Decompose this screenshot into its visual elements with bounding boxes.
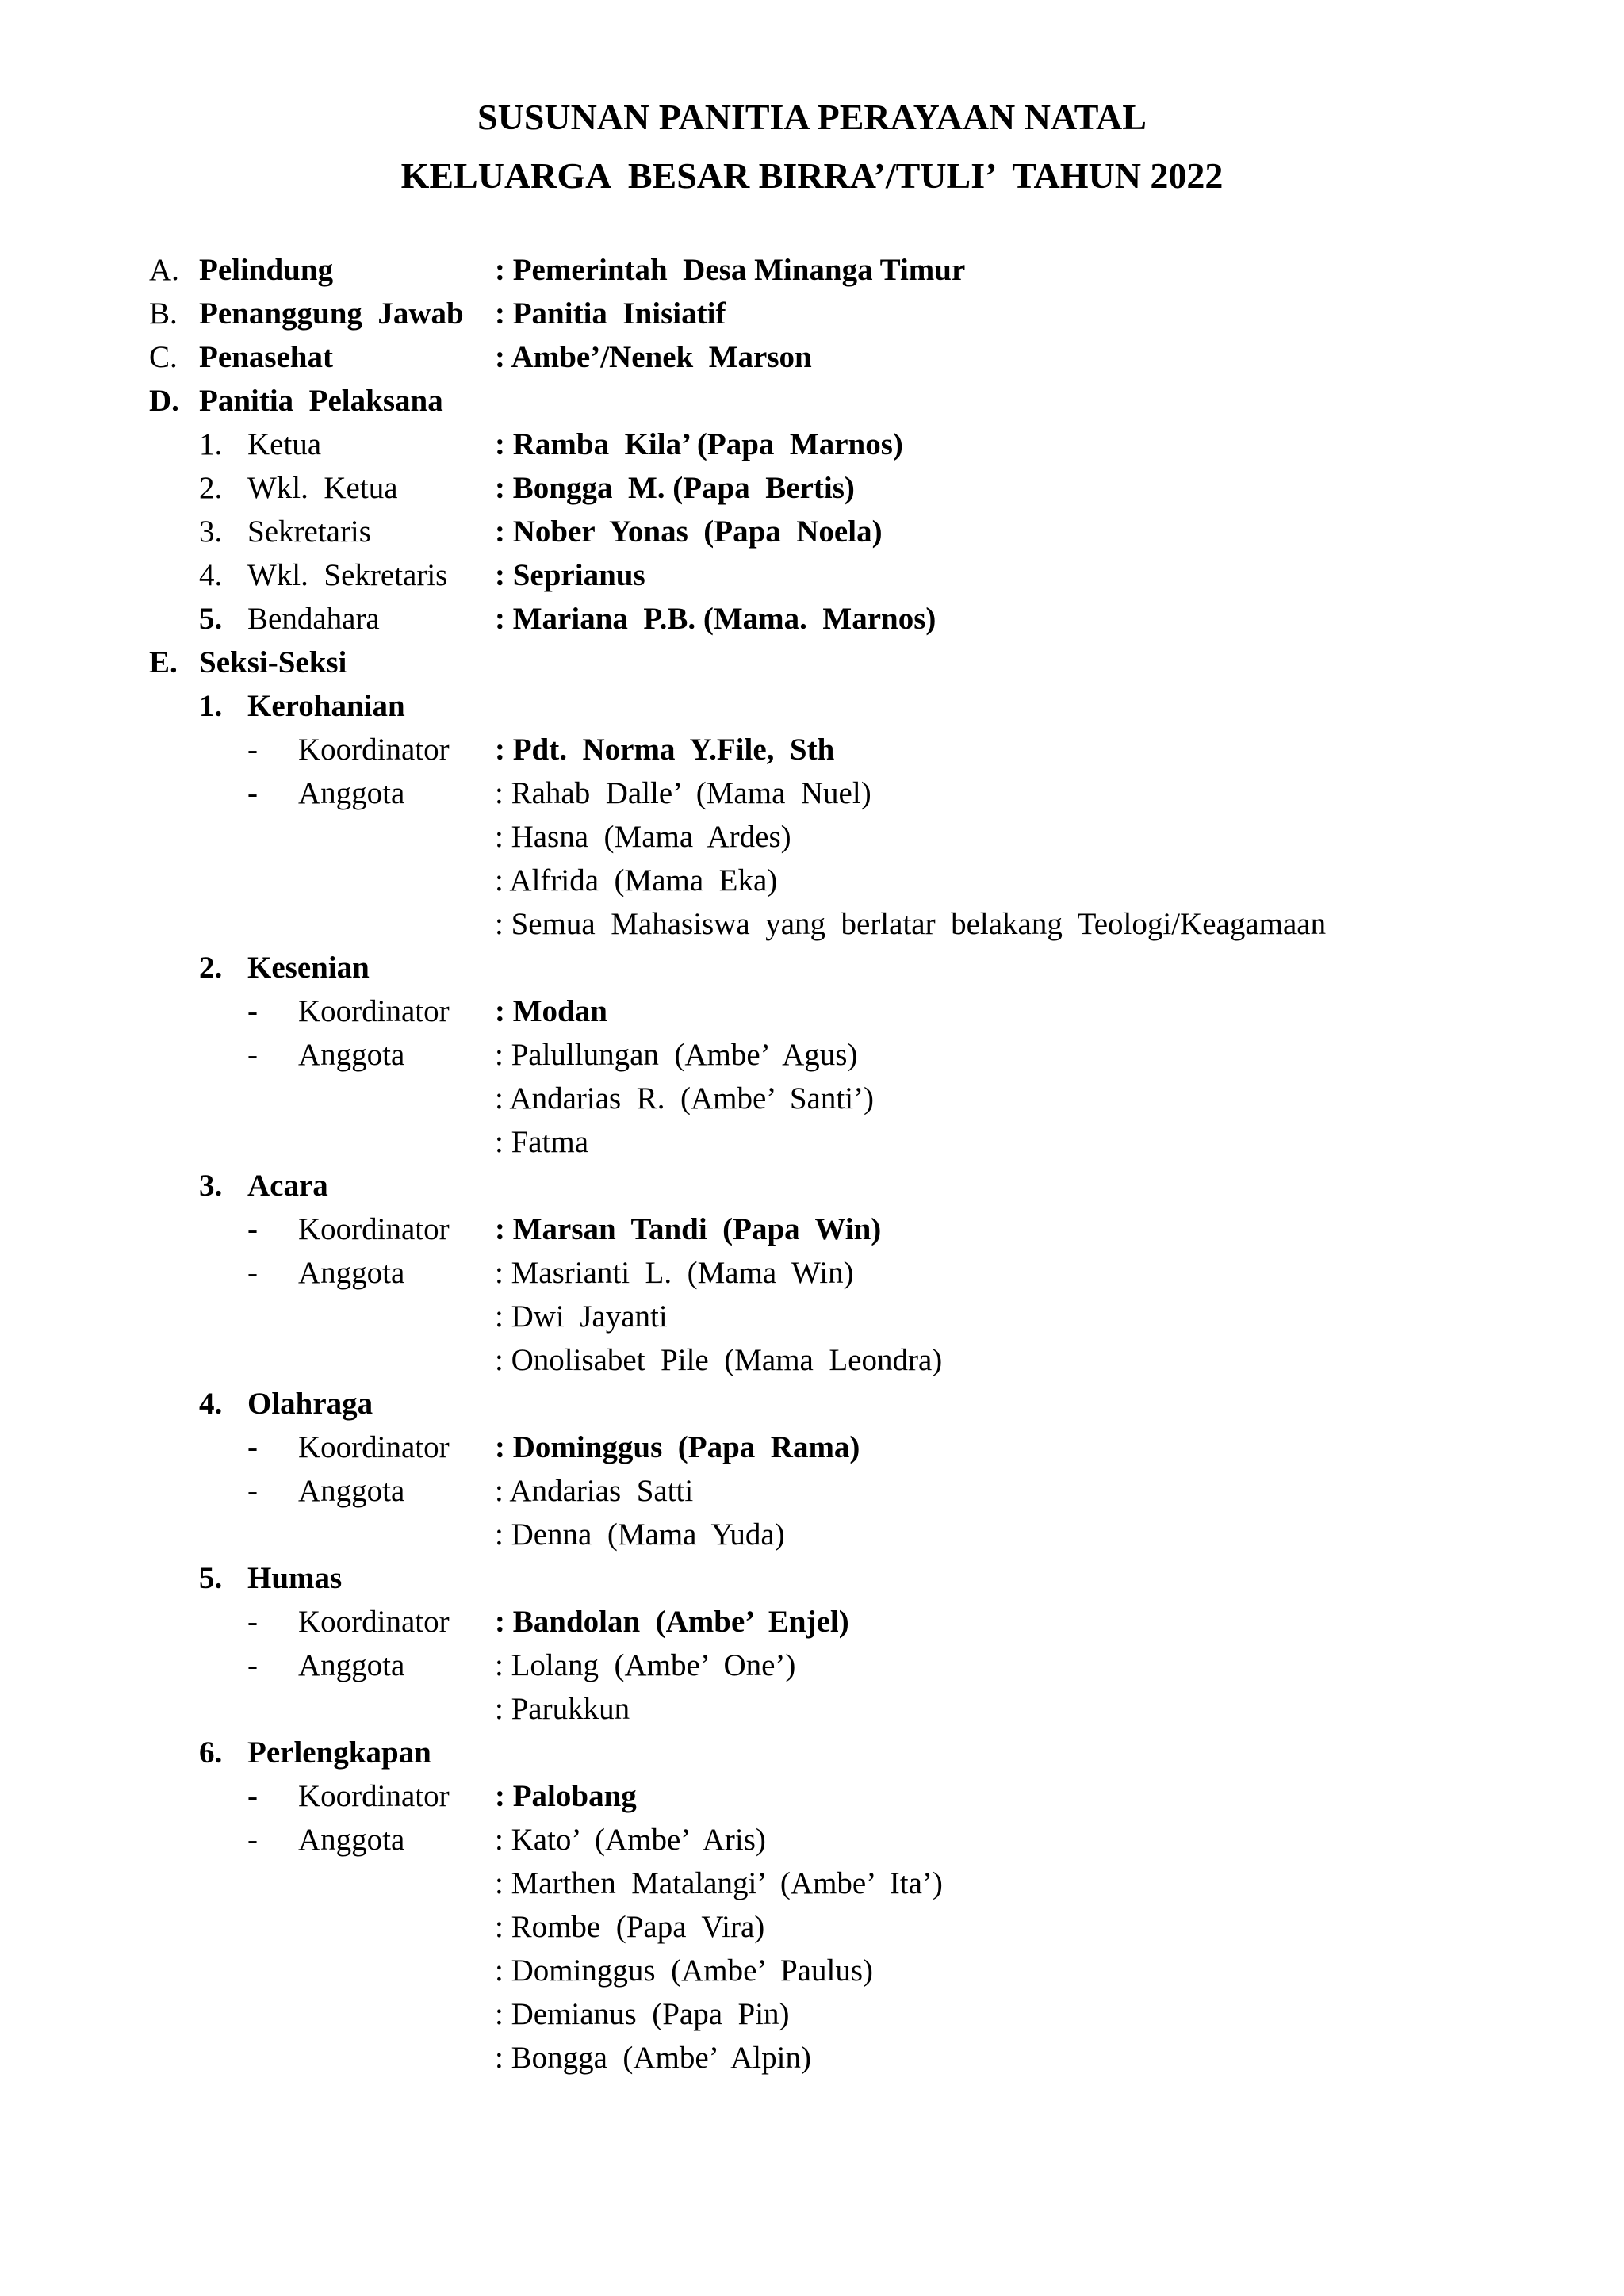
anggota-name: : Dominggus (Ambe’ Paulus) xyxy=(495,1954,873,1988)
koordinator-label: Koordinator xyxy=(298,1430,450,1464)
section-a-value: : Pemerintah Desa Minanga Timur xyxy=(495,253,966,287)
group-name: Olahraga xyxy=(247,1387,373,1421)
member-number: 3. xyxy=(199,515,223,549)
list-dash: - xyxy=(247,1038,258,1072)
list-dash: - xyxy=(247,1212,258,1246)
koordinator-name: : Bandolan (Ambe’ Enjel) xyxy=(495,1605,849,1639)
section-b-label: Penanggung Jawab xyxy=(199,297,464,331)
list-dash: - xyxy=(247,1256,258,1290)
member-name: : Ramba Kila’ (Papa Marnos) xyxy=(495,427,903,461)
koordinator-name: : Palobang xyxy=(495,1779,637,1813)
anggota-name: : Andarias R. (Ambe’ Santi’) xyxy=(495,1081,875,1115)
anggota-name: : Hasna (Mama Ardes) xyxy=(495,820,791,854)
section-c-value: : Ambe’/Nenek Marson xyxy=(495,340,812,374)
list-dash: - xyxy=(247,1779,258,1813)
section-a-label: Pelindung xyxy=(199,253,334,287)
anggota-label: Anggota xyxy=(298,1648,405,1682)
list-dash: - xyxy=(247,1648,258,1682)
group-number: 3. xyxy=(199,1169,223,1203)
group-name: Kesenian xyxy=(247,951,370,985)
list-dash: - xyxy=(247,1430,258,1464)
member-role: Ketua xyxy=(247,427,322,461)
section-b-letter: B. xyxy=(149,297,178,331)
document-title-line-1: SUSUNAN PANITIA PERAYAAN NATAL xyxy=(477,97,1147,137)
koordinator-name: : Dominggus (Papa Rama) xyxy=(495,1430,860,1464)
anggota-name: : Parukkun xyxy=(495,1692,630,1726)
section-c-letter: C. xyxy=(149,340,178,374)
anggota-name: : Demianus (Papa Pin) xyxy=(495,1997,790,2031)
member-name: : Seprianus xyxy=(495,558,645,592)
koordinator-label: Koordinator xyxy=(298,1605,450,1639)
koordinator-label: Koordinator xyxy=(298,733,450,767)
anggota-name: : Marthen Matalangi’ (Ambe’ Ita’) xyxy=(495,1866,943,1900)
anggota-name: : Palullungan (Ambe’ Agus) xyxy=(495,1038,858,1072)
list-dash: - xyxy=(247,994,258,1028)
anggota-label: Anggota xyxy=(298,1474,405,1508)
group-name: Acara xyxy=(247,1169,328,1203)
member-role: Bendahara xyxy=(247,602,380,636)
anggota-name: : Fatma xyxy=(495,1125,589,1159)
member-number: 4. xyxy=(199,558,223,592)
anggota-name: : Kato’ (Ambe’ Aris) xyxy=(495,1823,766,1857)
anggota-name: : Lolang (Ambe’ One’) xyxy=(495,1648,796,1682)
anggota-name: : Andarias Satti xyxy=(495,1474,694,1508)
list-dash: - xyxy=(247,1474,258,1508)
list-dash: - xyxy=(247,1605,258,1639)
list-dash: - xyxy=(247,776,258,810)
koordinator-name: : Modan xyxy=(495,994,607,1028)
group-number: 4. xyxy=(199,1387,223,1421)
member-number: 2. xyxy=(199,471,223,505)
section-d-label: Panitia Pelaksana xyxy=(199,384,443,418)
anggota-name: : Denna (Mama Yuda) xyxy=(495,1517,785,1552)
section-c-label: Penasehat xyxy=(199,340,333,374)
member-role: Wkl. Sekretaris xyxy=(247,558,448,592)
anggota-name: : Semua Mahasiswa yang berlatar belakang Teologi/Keagamaan xyxy=(495,907,1327,941)
section-b-value: : Panitia Inisiatif xyxy=(495,297,726,331)
koordinator-label: Koordinator xyxy=(298,994,450,1028)
anggota-name: : Alfrida (Mama Eka) xyxy=(495,863,778,897)
anggota-name: : Rombe (Papa Vira) xyxy=(495,1910,765,1944)
anggota-label: Anggota xyxy=(298,776,405,810)
member-role: Wkl. Ketua xyxy=(247,471,398,505)
group-number: 6. xyxy=(199,1735,223,1770)
koordinator-name: : Pdt. Norma Y.File, Sth xyxy=(495,733,835,767)
member-role: Sekretaris xyxy=(247,515,371,549)
anggota-name: : Bongga (Ambe’ Alpin) xyxy=(495,2041,811,2075)
group-number: 1. xyxy=(199,689,223,723)
anggota-label: Anggota xyxy=(298,1256,405,1290)
koordinator-label: Koordinator xyxy=(298,1212,450,1246)
list-dash: - xyxy=(247,1823,258,1857)
member-number: 1. xyxy=(199,427,223,461)
koordinator-label: Koordinator xyxy=(298,1779,450,1813)
anggota-label: Anggota xyxy=(298,1823,405,1857)
group-name: Kerohanian xyxy=(247,689,405,723)
group-number: 2. xyxy=(199,951,223,985)
anggota-name: : Dwi Jayanti xyxy=(495,1299,668,1334)
anggota-name: : Onolisabet Pile (Mama Leondra) xyxy=(495,1343,943,1377)
group-number: 5. xyxy=(199,1561,223,1595)
section-a-letter: A. xyxy=(149,253,179,287)
member-name: : Bongga M. (Papa Bertis) xyxy=(495,471,855,505)
koordinator-name: : Marsan Tandi (Papa Win) xyxy=(495,1212,882,1246)
anggota-name: : Masrianti L. (Mama Win) xyxy=(495,1256,854,1290)
group-name: Humas xyxy=(247,1561,343,1595)
section-e-letter: E. xyxy=(149,645,178,679)
section-e-label: Seksi-Seksi xyxy=(199,645,347,679)
section-d-letter: D. xyxy=(149,384,179,418)
document-title-line-2: KELUARGA BESAR BIRRA’/TULI’ TAHUN 2022 xyxy=(400,155,1224,196)
list-dash: - xyxy=(247,733,258,767)
member-number: 5. xyxy=(199,602,223,636)
group-name: Perlengkapan xyxy=(247,1735,431,1770)
anggota-name: : Rahab Dalle’ (Mama Nuel) xyxy=(495,776,871,810)
member-name: : Mariana P.B. (Mama. Marnos) xyxy=(495,602,936,636)
member-name: : Nober Yonas (Papa Noela) xyxy=(495,515,883,549)
anggota-label: Anggota xyxy=(298,1038,405,1072)
